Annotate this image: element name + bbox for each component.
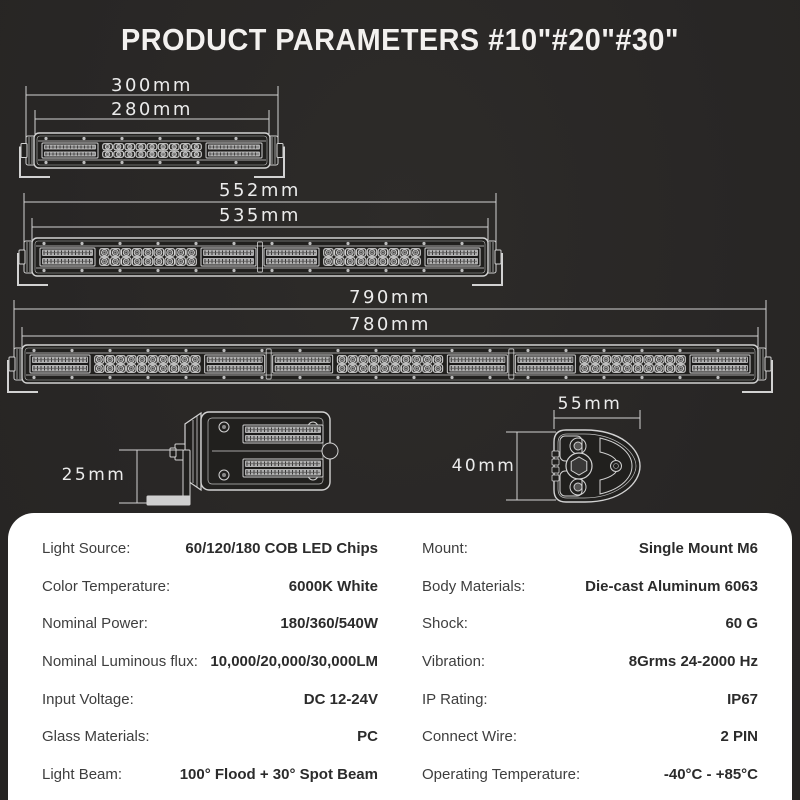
- spec-label: Nominal Power:: [42, 615, 148, 633]
- spec-label: Color Temperature:: [42, 577, 171, 595]
- spec-value: 100° Flood + 30° Spot Beam: [179, 765, 378, 783]
- section-height-dim-label: 40mm: [451, 456, 517, 476]
- bar-10-inch-diagram: [20, 133, 284, 177]
- spec-label: Connect Wire:: [422, 728, 518, 746]
- spec-row: [422, 756, 758, 794]
- spec-value: -40°C - +85°C: [663, 765, 758, 783]
- spec-row: [422, 530, 758, 568]
- spec-label: Glass Materials:: [42, 728, 150, 746]
- spec-label: Operating Temperature:: [422, 765, 581, 783]
- spec-row: [42, 643, 378, 681]
- bar-20-inch-diagram: [18, 238, 502, 285]
- spec-value: DC 12-24V: [303, 690, 378, 708]
- spec-panel: [8, 513, 792, 800]
- spec-row: [422, 605, 758, 643]
- spec-value: 60 G: [725, 615, 758, 633]
- spec-label: Mount:: [422, 540, 468, 558]
- spec-label: Light Source:: [42, 540, 131, 558]
- spec-row: [422, 643, 758, 681]
- spec-value: 60/120/180 COB LED Chips: [185, 540, 378, 558]
- spec-row: [422, 568, 758, 606]
- top-view-with-bracket-diagram: [119, 412, 338, 505]
- spec-row: [42, 568, 378, 606]
- bar1-inner-dim-label: 280mm: [111, 99, 193, 120]
- spec-value: 180/360/540W: [280, 615, 378, 633]
- spec-label: Light Beam:: [42, 765, 123, 783]
- spec-row: [42, 605, 378, 643]
- bar3-inner-dim-label: 780mm: [349, 314, 431, 335]
- bar2-outer-dim-label: 552mm: [219, 180, 301, 201]
- spec-value: 2 PIN: [720, 728, 758, 746]
- spec-label: Vibration:: [422, 653, 486, 671]
- spec-label: IP Rating:: [422, 690, 488, 708]
- spec-value: Die-cast Aluminum 6063: [585, 577, 758, 595]
- spec-value: 6000K White: [288, 577, 378, 595]
- bar-30-inch-diagram: [8, 345, 772, 392]
- spec-value: IP67: [727, 690, 758, 708]
- spec-label: Shock:: [422, 615, 468, 633]
- spec-row: [42, 756, 378, 794]
- spec-columns: [42, 530, 758, 793]
- section-width-dim-label: 55mm: [557, 394, 623, 414]
- end-cross-section-diagram: [506, 410, 640, 502]
- spec-column-left: [42, 530, 378, 793]
- spec-label: Body Materials:: [422, 577, 526, 595]
- spec-label: Input Voltage:: [42, 690, 134, 708]
- spec-value: Single Mount M6: [638, 540, 758, 558]
- spec-value: PC: [357, 728, 378, 746]
- spec-value: 8Grms 24-2000 Hz: [628, 653, 758, 671]
- spec-row: [42, 718, 378, 756]
- spec-row: [422, 680, 758, 718]
- page-title: PRODUCT PARAMETERS #10"#20"#30": [121, 22, 679, 57]
- spec-row: [422, 718, 758, 756]
- spec-label: Nominal Luminous flux:: [42, 653, 198, 671]
- spec-row: [42, 680, 378, 718]
- bracket-height-dim-label: 25mm: [61, 465, 127, 485]
- spec-row: [42, 530, 378, 568]
- bar3-outer-dim-label: 790mm: [349, 287, 431, 308]
- bar1-outer-dim-label: 300mm: [111, 75, 193, 96]
- bar2-inner-dim-label: 535mm: [219, 205, 301, 226]
- spec-column-right: [422, 530, 758, 793]
- spec-value: 10,000/20,000/30,000LM: [210, 653, 378, 671]
